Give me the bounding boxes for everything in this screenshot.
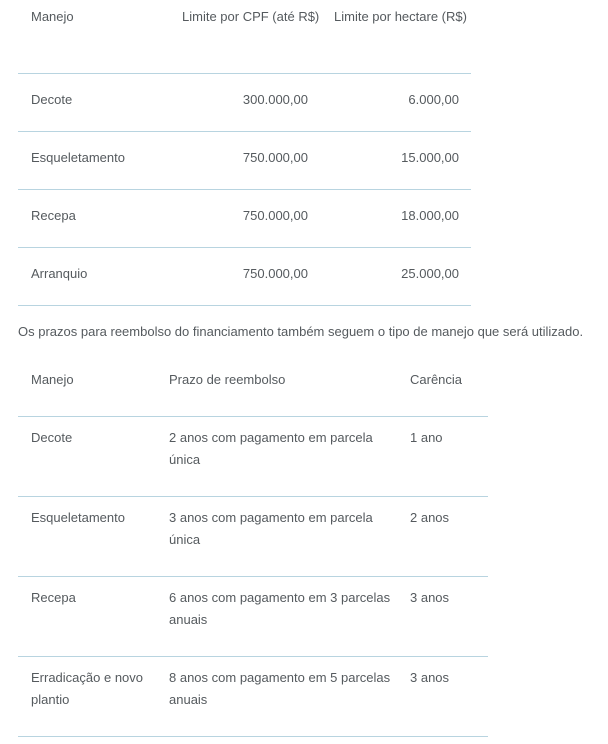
cell-prazo: 6 anos com pagamento em 3 parcelas anuais	[169, 576, 410, 656]
cell-carencia: 2 anos	[410, 496, 488, 576]
cell-limite-cpf: 750.000,00	[169, 247, 320, 305]
table-header	[18, 359, 488, 416]
table-header	[18, 0, 471, 73]
table-body	[18, 416, 488, 736]
table-row	[18, 189, 471, 247]
column-header-carencia: Carência	[410, 359, 488, 416]
cell-manejo: Recepa	[18, 576, 169, 656]
reimbursement-paragraph: Os prazos para reembolso do financiamento também seguem o tipo de manejo que será utilizado.	[18, 324, 584, 339]
table-row	[18, 73, 471, 131]
table-row	[18, 496, 488, 576]
cell-manejo: Arranquio	[18, 247, 169, 305]
cell-limite-cpf: 750.000,00	[169, 131, 320, 189]
column-header-manejo: Manejo	[18, 359, 169, 416]
column-header-prazo: Prazo de reembolso	[169, 359, 410, 416]
table-row	[18, 416, 488, 496]
cell-manejo: Decote	[18, 416, 169, 496]
cell-limite-cpf: 750.000,00	[169, 189, 320, 247]
cell-manejo: Recepa	[18, 189, 169, 247]
cell-manejo: Decote	[18, 73, 169, 131]
cell-carencia: 1 ano	[410, 416, 488, 496]
table-header-row	[18, 359, 488, 416]
cell-carencia: 3 anos	[410, 576, 488, 656]
cell-prazo: 2 anos com pagamento em parcela única	[169, 416, 410, 496]
cell-prazo: 8 anos com pagamento em 5 parcelas anuais	[169, 656, 410, 736]
cell-manejo: Esqueletamento	[18, 131, 169, 189]
credit-limit-table	[18, 0, 471, 306]
cell-carencia: 3 anos	[410, 656, 488, 736]
table-body	[18, 73, 471, 305]
cell-limite-hectare: 15.000,00	[320, 131, 471, 189]
cell-manejo: Esqueletamento	[18, 496, 169, 576]
column-header-limite-cpf: Limite por CPF (até R$)	[169, 0, 320, 73]
table-row	[18, 247, 471, 305]
cell-manejo: Erradicação e novo plantio	[18, 656, 169, 736]
column-header-manejo: Manejo	[18, 0, 169, 73]
table-row	[18, 131, 471, 189]
cell-limite-hectare: 25.000,00	[320, 247, 471, 305]
cell-limite-hectare: 18.000,00	[320, 189, 471, 247]
table-row	[18, 656, 488, 736]
cell-prazo: 3 anos com pagamento em parcela única	[169, 496, 410, 576]
table-header-row	[18, 0, 471, 73]
cell-limite-hectare: 6.000,00	[320, 73, 471, 131]
column-header-limite-hectare: Limite por hectare (R$)	[320, 0, 471, 73]
table-row	[18, 576, 488, 656]
cell-limite-cpf: 300.000,00	[169, 73, 320, 131]
reimbursement-table	[18, 359, 488, 737]
